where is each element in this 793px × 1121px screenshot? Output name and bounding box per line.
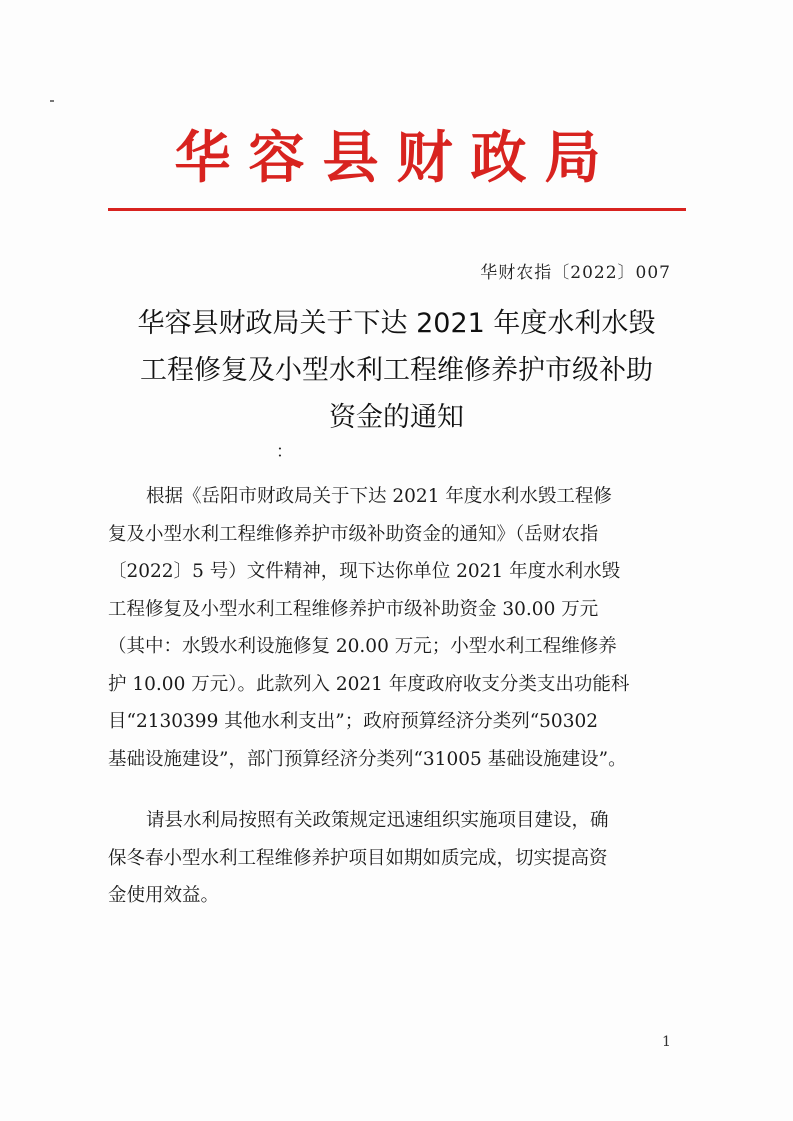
body-line: 根据《岳阳市财政局关于下达 2021 年度水利水毁工程修 xyxy=(146,486,612,507)
title-line: 华容县财政局关于下达 2021 年度水利水毁 xyxy=(137,308,656,339)
scan-artifact xyxy=(50,100,54,102)
paragraph-allocation xyxy=(108,478,698,778)
body-line: 保冬春小型水利工程维修养护项目如期如质完成，切实提高资 xyxy=(108,847,608,869)
document-title xyxy=(100,300,693,441)
body-line: 复及小型水利工程维修养护市级补助资金的通知》（岳财农指 xyxy=(108,523,599,545)
body-line: （其中：水毁水利设施修复 20.00 万元；小型水利工程维修养 xyxy=(108,636,617,657)
body-line: 工程修复及小型水利工程维修养护市级补助资金 30.00 万元 xyxy=(108,598,599,620)
red-header-rule xyxy=(108,208,686,211)
addressee: ： xyxy=(276,442,293,462)
document-number: 华财农指〔2022〕007 xyxy=(480,263,671,283)
body-line: 护 10.00 万元）。此款列入 2021 年度政府收支分类支出功能科 xyxy=(108,673,630,695)
body-line: 请县水利局按照有关政策规定迅速组织实施项目建设，确 xyxy=(146,810,609,831)
paragraph-instructions xyxy=(108,802,698,915)
body-line: 基础设施建设”，部门预算经济分类列“31005 基础设施建设”。 xyxy=(108,748,627,770)
title-line: 资金的通知 xyxy=(329,402,464,433)
agency-header: 华容县财政局 xyxy=(174,125,619,191)
page-number: 1 xyxy=(662,1034,671,1050)
body-line: 目“2130399 其他水利支出”；政府预算经济分类列“50302 xyxy=(108,711,598,732)
title-line: 工程修复及小型水利工程维修养护市级补助 xyxy=(140,355,653,386)
document-body xyxy=(108,478,698,915)
body-line: 〔2022〕5 号）文件精神，现下达你单位 2021 年度水利水毁 xyxy=(108,561,621,582)
body-line: 金使用效益。 xyxy=(108,885,220,906)
